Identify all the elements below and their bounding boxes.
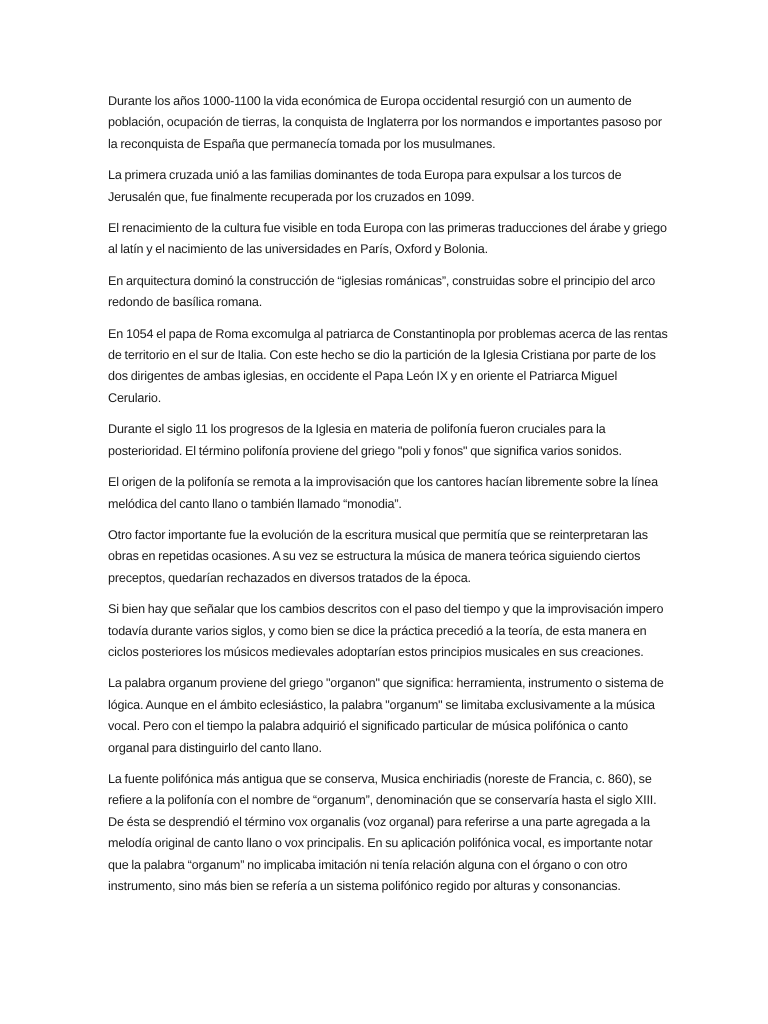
paragraph-2: La primera cruzada unió a las familias dominantes de toda Europa para expulsar a los turcos de Jerusalén que, fue finalmente recuperada por los cruzados en 1099.	[108, 168, 622, 204]
paragraph-8: Otro factor importante fue la evolución de la escritura musical que permitía que se reinterpretaran las obras en repetidas ocasiones. A su vez se estructura la música de manera teórica siguiendo ciertos preceptos, quedarían rechazados en diversos tratados de la época.	[108, 527, 648, 585]
document-body	[108, 91, 668, 907]
paragraph-4: En arquitectura dominó la construcción de “iglesias románicas”, construidas sobre el principio del arco redondo de basílica romana.	[108, 273, 656, 310]
paragraph-3: El renacimiento de la cultura fue visible en toda Europa con las primeras traducciones del árabe y griego al latín y el nacimiento de las universidades en París, Oxford y Bolonia.	[108, 221, 667, 257]
paragraph-10: La palabra organum proviene del griego "organon" que significa: herramienta, instrumento o sistema de lógica. Aunque en el ámbito eclesiástico, la palabra "organum" se limitaba exclusivamente a la música vocal. Pero con el tiempo la palabra adquirió el significado particular de música polifónica o canto organal para distinguirlo del canto llano.	[108, 676, 664, 755]
paragraph-11: La fuente polifónica más antigua que se conserva, Musica enchiriadis (noreste de Francia, c. 860), se refiere a la polifonía con el nombre de “organum”, denominación que se conservaría hasta el siglo XIII. De ésta se desprendió el término vox organalis (voz organal) para referirse a una parte agregada a la melodía original de canto llano o vox principalis. En su aplicación polifónica vocal, es importante notar que la palabra “organum” no implicaba imitación ni tenía relación alguna con el órgano o con otro instrumento, sino más bien se refería a un sistema polifónico regido por alturas y consonancias.	[108, 771, 657, 893]
paragraph-9: Si bien hay que señalar que los cambios descritos con el paso del tiempo y que la improvisación impero todavía durante varios siglos, y como bien se dice la práctica precedió a la teoría, de esta manera en ciclos posteriores los músicos medievales adoptarían estos principios musicales en sus creaciones.	[108, 602, 664, 659]
paragraph-1: Durante los años 1000-1100 la vida económica de Europa occidental resurgió con un aumento de población, ocupación de tierras, la conquista de Inglaterra por los normandos e importantes pasoso por la reconquista de España que permanecía tomada por los musulmanes.	[108, 94, 662, 151]
paragraph-6: Durante el siglo 11 los progresos de la Iglesia en materia de polifonía fueron cruciales para la posterioridad. El término polifonía proviene del griego "poli y fonos" que significa varios sonidos.	[108, 422, 622, 458]
paragraph-5: En 1054 el papa de Roma excomulga al patriarca de Constantinopla por problemas acerca de las rentas de territorio en el sur de Italia. Con este hecho se dio la partición de la Iglesia Cristiana por parte de los dos dirigentes de ambas iglesias, en occidente el Papa León IX y en oriente el Patriarca Miguel Cerulario.	[108, 326, 668, 405]
paragraph-7: El origen de la polifonía se remota a la improvisación que los cantores hacían libremente sobre la línea melódica del canto llano o también llamado “monodia”.	[108, 475, 658, 511]
